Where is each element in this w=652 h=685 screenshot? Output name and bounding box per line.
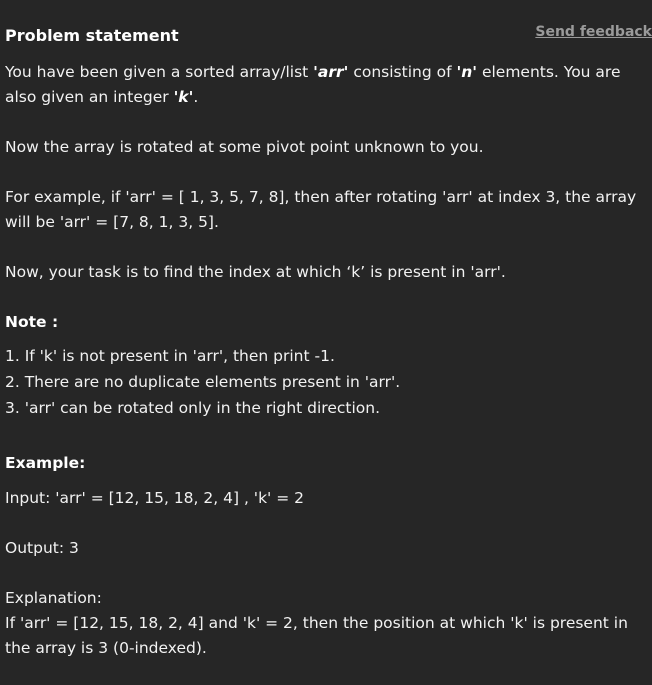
note-item: 2. There are no duplicate elements present in 'arr'. bbox=[5, 373, 401, 391]
k-term: 'k' bbox=[173, 88, 194, 106]
intro-paragraph: You have been given a sorted array/list 'arr' consisting of 'n' elements. You are also given an integer 'k'. bbox=[5, 63, 621, 106]
example-heading: Example: bbox=[5, 454, 86, 472]
task-paragraph: Now, your task is to find the index at which ‘k’ is present in 'arr'. bbox=[5, 263, 506, 281]
send-feedback-link[interactable]: Send feedback bbox=[535, 24, 652, 40]
rotation-paragraph: Now the array is rotated at some pivot point unknown to you. bbox=[5, 138, 484, 156]
problem-header bbox=[5, 24, 652, 48]
example-output: Output: 3 bbox=[5, 539, 79, 557]
problem-title: Problem statement bbox=[5, 26, 179, 45]
explanation-text: If 'arr' = [12, 15, 18, 2, 4] and 'k' = 2, then the position at which 'k' is present in the array is 3 (0-indexed). bbox=[5, 614, 628, 657]
note-item: 3. 'arr' can be rotated only in the right direction. bbox=[5, 399, 381, 417]
note-item: 1. If 'k' is not present in 'arr', then print -1. bbox=[5, 347, 335, 365]
note-heading: Note : bbox=[5, 313, 59, 331]
example-input: Input: 'arr' = [12, 15, 18, 2, 4] , 'k' = 2 bbox=[5, 489, 305, 507]
problem-content bbox=[5, 60, 645, 661]
arr-term: 'arr' bbox=[313, 63, 349, 81]
note-list bbox=[5, 343, 645, 421]
rotation-example-paragraph: For example, if 'arr' = [ 1, 3, 5, 7, 8], then after rotating 'arr' at index 3, the array will be 'arr' = [7, 8, 1, 3, 5]. bbox=[5, 188, 637, 231]
n-term: 'n' bbox=[456, 63, 478, 81]
explanation-label: Explanation: bbox=[5, 589, 102, 607]
